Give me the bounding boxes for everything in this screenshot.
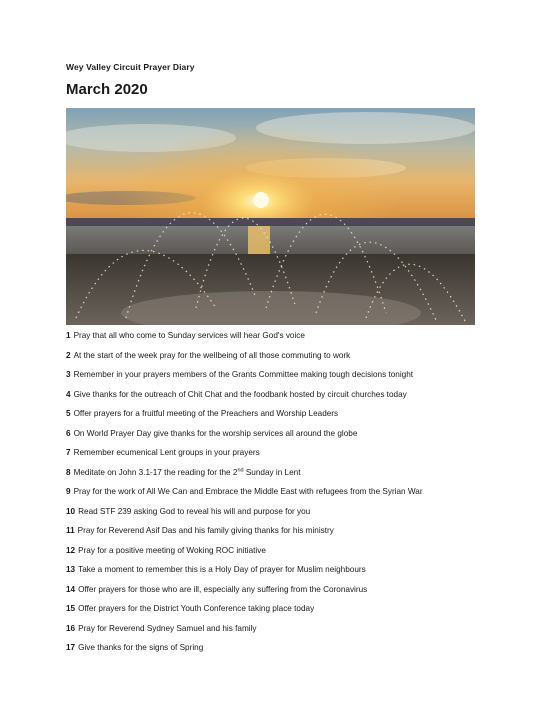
list-item [66, 643, 486, 663]
day-number: 7 [66, 448, 71, 457]
day-number: 14 [66, 584, 76, 594]
entry-text: Pray for Reverend Asif Das and his family giving thanks for his ministry [77, 526, 334, 535]
page-title: March 2020 [66, 81, 148, 98]
entry-text: Offer prayers for the District Youth Conference taking place today [78, 604, 315, 613]
ordinal-suffix: nd [237, 466, 244, 473]
entry-text: Offer prayers for a fruitful meeting of the Preachers and Worship Leaders [73, 409, 339, 418]
list-item [66, 409, 486, 429]
entry-text: Give thanks for the outreach of Chit Chat and the foodbank hosted by circuit churches today [73, 389, 407, 399]
day-number: 3 [66, 370, 71, 379]
entry-text: Pray for a positive meeting of Woking ROC initiative [78, 545, 266, 555]
list-item [66, 448, 486, 468]
day-number: 17 [66, 643, 76, 652]
day-number: 16 [66, 623, 76, 633]
list-item [66, 585, 486, 605]
list-item [66, 331, 486, 351]
entry-text: On World Prayer Day give thanks for the worship services all around the globe [73, 428, 358, 438]
entry-text: Remember ecumenical Lent groups in your prayers [73, 448, 260, 457]
entry-text: Pray for the work of All We Can and Embrace the Middle East with refugees from the Syrian War [73, 487, 423, 496]
entry-text: At the start of the week pray for the wellbeing of all those commuting to work [73, 350, 351, 360]
day-number: 11 [66, 526, 75, 535]
list-item [66, 351, 486, 371]
day-number: 9 [66, 487, 71, 496]
day-number: 2 [66, 350, 71, 360]
entry-text: Remember in your prayers members of the Grants Committee making tough decisions tonight [73, 370, 414, 379]
entry-text-after: Sunday in Lent [243, 467, 301, 477]
list-item [66, 429, 486, 449]
day-number: 10 [66, 506, 76, 516]
list-item [66, 526, 486, 546]
document-header: Wey Valley Circuit Prayer Diary [66, 62, 195, 72]
day-number: 13 [66, 565, 76, 574]
entry-text: Offer prayers for those who are ill, especially any suffering from the Coronavirus [78, 584, 368, 594]
day-number: 4 [66, 389, 71, 399]
prayer-entries-list [66, 331, 486, 663]
list-item [66, 468, 486, 488]
list-item [66, 390, 486, 410]
entry-text: Pray that all who come to Sunday services will hear God's voice [73, 331, 305, 340]
list-item [66, 565, 486, 585]
day-number: 1 [66, 331, 71, 340]
entry-text: Meditate on John 3.1-17 the reading for the 2 [73, 467, 238, 477]
list-item [66, 624, 486, 644]
day-number: 15 [66, 604, 76, 613]
day-number: 12 [66, 545, 76, 555]
day-number: 5 [66, 409, 71, 418]
entry-text: Take a moment to remember this is a Holy Day of prayer for Muslim neighbours [78, 565, 366, 574]
list-item [66, 546, 486, 566]
list-item [66, 370, 486, 390]
entry-text: Pray for Reverend Sydney Samuel and his family [78, 623, 257, 633]
list-item [66, 507, 486, 527]
list-item [66, 604, 486, 624]
entry-text: Give thanks for the signs of Spring [78, 643, 204, 652]
entry-text: Read STF 239 asking God to reveal his will and purpose for you [78, 506, 311, 516]
day-number: 6 [66, 428, 71, 438]
sunset-fountain-photo [66, 108, 475, 325]
day-number: 8 [66, 467, 71, 477]
list-item [66, 487, 486, 507]
